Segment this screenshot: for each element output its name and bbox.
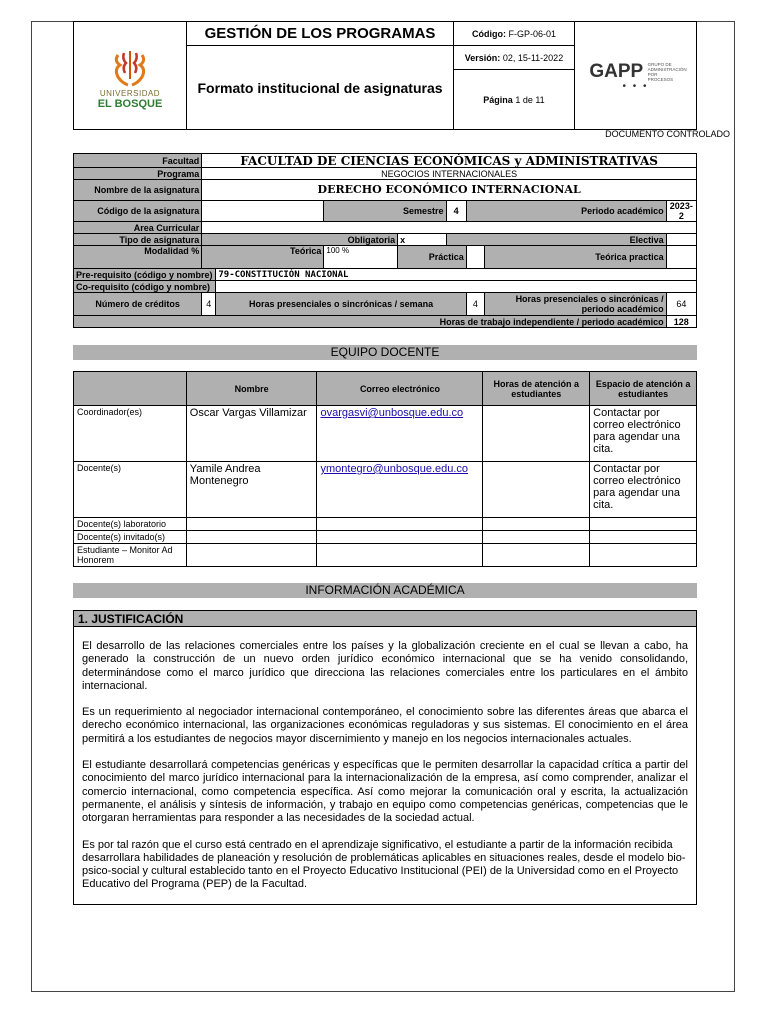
team-member-hours xyxy=(483,531,590,544)
weekly-hours-label: Horas presenciales o sincrónicas / semana xyxy=(216,293,466,316)
table-row xyxy=(74,544,697,567)
program-label: Programa xyxy=(74,168,202,180)
academic-section-title: INFORMACIÓN ACADÉMICA xyxy=(73,583,697,598)
justification-paragraph: El estudiante desarrollará competencias genéricas y específicas que le permiten desarrollar la capacidad crítica a partir del conocimiento del marco jurídico internacional para la internacionalización de la empresa, así como comprender, analizar el comercio internacional, como competencia específica. Así como mejorar la comunicación oral y escrita, la actualización permanente, el análisis y síntesis de información, y trabajo en equipo como competencias genéricas, competencias que le otorgaran herramientas para responder a las necesidades de la sociedad actual. xyxy=(82,759,688,825)
justification-body xyxy=(73,626,697,905)
team-member-space: Contactar por correo electrónico para agendar una cita. xyxy=(590,462,697,518)
team-member-email xyxy=(317,544,483,567)
team-space-header: Espacio de atención a estudiantes xyxy=(590,372,697,406)
page-number-field: Página 1 de 11 xyxy=(454,70,575,130)
team-member-name xyxy=(186,518,317,531)
team-hours-header: Horas de atención a estudiantes xyxy=(483,372,590,406)
document-title: GESTIÓN DE LOS PROGRAMAS xyxy=(187,22,454,46)
curricular-area-value xyxy=(202,222,697,234)
elective-label: Electiva xyxy=(446,234,666,246)
table-row xyxy=(74,531,697,544)
version-field: Versión: 02, 15-11-2022 xyxy=(454,46,575,70)
team-role: Docente(s) laboratorio xyxy=(74,518,187,531)
faculty-value: FACULTAD DE CIENCIAS ECONÓMICAS y ADMINISTRATIVAS xyxy=(202,154,697,168)
modality-label: Modalidad % xyxy=(74,246,202,269)
team-member-email[interactable] xyxy=(317,462,483,518)
gapp-logo: GAPP GRUPO DE ADMINISTRACIÓN POR PROCESOS • • • xyxy=(575,22,697,130)
theory-value: 100 % xyxy=(324,246,398,269)
team-member-space xyxy=(590,531,697,544)
logo-subtitle: UNIVERSIDAD xyxy=(99,89,161,98)
faculty-label: Facultad xyxy=(74,154,202,168)
team-role: Docente(s) invitado(s) xyxy=(74,531,187,544)
credits-label: Número de créditos xyxy=(74,293,202,316)
independent-hours-label: Horas de trabajo independiente / periodo académico xyxy=(74,316,667,328)
justification-paragraph: Es un requerimiento al negociador internacional contemporáneo, el conocimiento sobre las diferentes áreas que abarca el derecho económico internacional, las organizaciones económicas reguladoras y sus sistemas. El conocimiento en el área permitirá a los estudiantes de negocios mayor discernimiento y manejo en los negocios internacionales actuales. xyxy=(82,706,688,745)
team-member-email xyxy=(317,531,483,544)
team-member-space xyxy=(590,518,697,531)
practice-value xyxy=(466,246,484,269)
period-hours-label: Horas presenciales o sincrónicas / periodo académico xyxy=(484,293,666,316)
team-role: Estudiante – Monitor Ad Honorem xyxy=(74,544,187,567)
course-type-label: Tipo de asignatura xyxy=(74,234,202,246)
team-member-name: Yamile Andrea Montenegro xyxy=(186,462,317,518)
course-code-value xyxy=(202,201,324,222)
gapp-dots-icon: • • • xyxy=(622,80,649,92)
table-row xyxy=(74,518,697,531)
team-section-title: EQUIPO DOCENTE xyxy=(73,345,697,360)
team-email-header: Correo electrónico xyxy=(317,372,483,406)
document-header xyxy=(73,21,697,130)
credits-value: 4 xyxy=(202,293,216,316)
team-member-name xyxy=(186,544,317,567)
teaching-team-table xyxy=(73,371,697,567)
justification-heading: 1. JUSTIFICACIÓN xyxy=(73,610,697,627)
course-info-table xyxy=(73,153,697,328)
corequisite-value xyxy=(216,281,697,293)
team-role: Docente(s) xyxy=(74,462,187,518)
team-role-header xyxy=(74,372,187,406)
theory-practice-label: Teórica practica xyxy=(484,246,666,269)
elective-mark xyxy=(666,234,696,246)
team-member-name: Oscar Vargas Villamizar xyxy=(186,406,317,462)
team-member-name xyxy=(186,531,317,544)
justification-paragraph: El desarrollo de las relaciones comerciales entre los países y la globalización creciente en el cual se llevan a cabo, ha generado la construcción de un nuevo orden jurídico económico internacional que se ha venido consolidando, determinándose como el marco jurídico que direcciona las relaciones comerciales entre los particulares en el ámbito internacional. xyxy=(82,640,688,692)
university-crest-icon xyxy=(110,49,150,87)
semester-label: Semestre xyxy=(324,201,446,222)
curricular-area-label: Area Curricular xyxy=(74,222,202,234)
semester-value: 4 xyxy=(446,201,466,222)
team-member-space: Contactar por correo electrónico para agendar una cita. xyxy=(590,406,697,462)
document-subtitle: Formato institucional de asignaturas xyxy=(187,46,454,130)
logo-name: EL BOSQUE xyxy=(97,98,163,110)
period-label: Periodo académico xyxy=(466,201,666,222)
team-role: Coordinador(es) xyxy=(74,406,187,462)
period-value: 2023-2 xyxy=(666,201,696,222)
weekly-hours-value: 4 xyxy=(466,293,484,316)
course-name-label: Nombre de la asignatura xyxy=(74,180,202,201)
theory-practice-value xyxy=(666,246,696,269)
mandatory-mark: x xyxy=(398,234,446,246)
independent-hours-value: 128 xyxy=(666,316,696,328)
prerequisite-value: 79-CONSTITUCIÓN NACIONAL xyxy=(216,269,697,281)
team-name-header: Nombre xyxy=(186,372,317,406)
team-member-space xyxy=(590,544,697,567)
program-value: NEGOCIOS INTERNACIONALES xyxy=(202,168,697,180)
theory-label: Teórica xyxy=(202,246,324,269)
corequisite-label: Co-requisito (código y nombre) xyxy=(74,281,216,293)
team-member-email xyxy=(317,518,483,531)
email-link[interactable]: ovargasvi@unbosque.edu.co xyxy=(320,407,464,419)
email-link[interactable]: ymontegro@unbosque.edu.co xyxy=(320,463,469,475)
period-hours-value: 64 xyxy=(666,293,696,316)
controlled-document-label: DOCUMENTO CONTROLADO xyxy=(605,129,730,139)
course-code-label: Código de la asignatura xyxy=(74,201,202,222)
team-member-email[interactable] xyxy=(317,406,483,462)
code-field: Código: F-GP-06-01 xyxy=(454,22,575,46)
course-name-value: DERECHO ECONÓMICO INTERNACIONAL xyxy=(202,180,697,201)
team-member-hours xyxy=(483,544,590,567)
prerequisite-label: Pre-requisito (código y nombre) xyxy=(74,269,216,281)
mandatory-label: Obligatoria xyxy=(202,234,398,246)
team-member-hours xyxy=(483,518,590,531)
justification-paragraph: Es por tal razón que el curso está centrado en el aprendizaje significativo, el estudiante a partir de la información recibida desarrollara habilidades de planeación y resolución de problemáticas aplicables en situaciones reales, desde el modelo bio-psico-social y cultural establecido tanto en el Proyecto Educativo Institucional (PEI) de la Universidad como en el Proyecto Educativo del Programa (PEP) de la Facultad. xyxy=(82,838,686,891)
team-member-hours xyxy=(483,406,590,462)
team-member-hours xyxy=(483,462,590,518)
practice-label: Práctica xyxy=(398,246,467,269)
table-row xyxy=(74,462,697,518)
university-logo xyxy=(74,22,187,130)
table-row xyxy=(74,406,697,462)
